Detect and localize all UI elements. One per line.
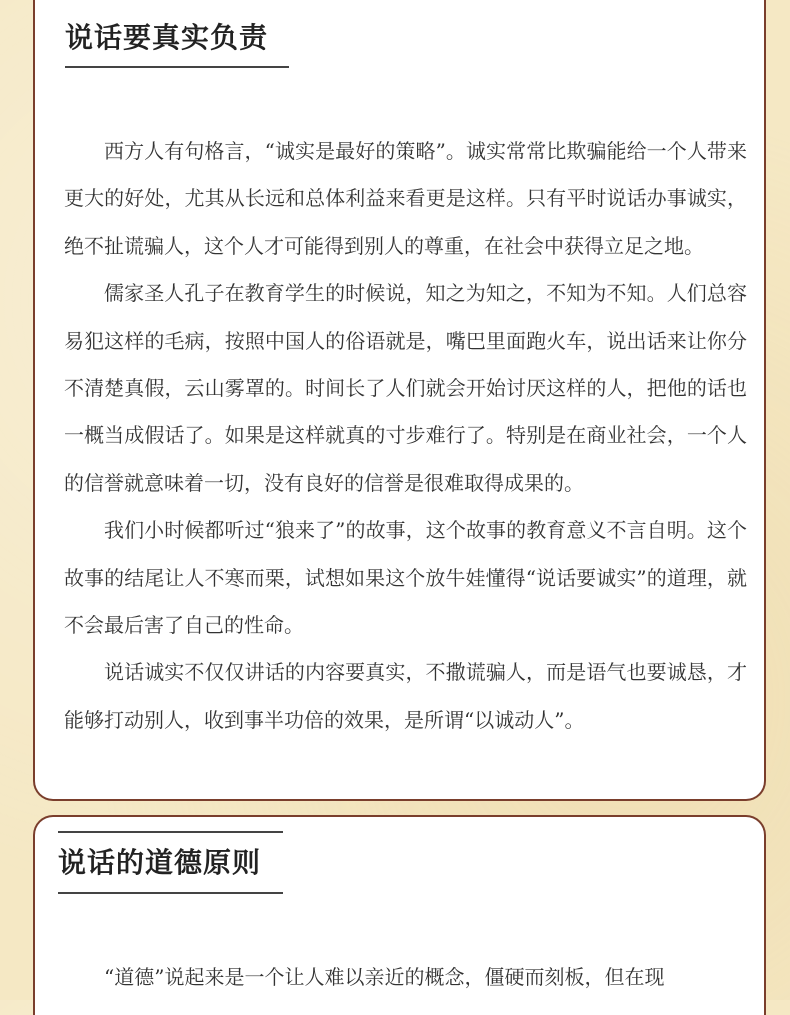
title-overline	[58, 831, 283, 833]
section-title: 说话要真实负责	[65, 21, 269, 54]
section-card	[33, 815, 766, 1015]
paragraph: 西方人有句格言，“诚实是最好的策略”。诚实常常比欺骗能给一个人带来更大的好处，尤其从长远和总体利益来看更是这样。只有平时说话办事诚实，绝不扯谎骗人，这个人才可能得到别人的尊重，在社会中获得立足之地。	[64, 139, 747, 258]
paragraph: 我们小时候都听过“狼来了”的故事，这个故事的教育意义不言自明。这个故事的结尾让人不寒而栗，试想如果这个放牛娃懂得“说话要诚实”的道理，就不会最后害了自己的性命。	[64, 518, 747, 638]
paragraph: 说话诚实不仅仅讲话的内容要真实，不撒谎骗人，而是语气也要诚恳，才能够打动别人，收到事半功倍的效果，是所谓“以诚动人”。	[64, 660, 747, 732]
section-title: 说话的道德原则	[58, 846, 262, 879]
section-body	[64, 954, 754, 1001]
section-body	[64, 128, 747, 744]
title-underline	[65, 66, 289, 68]
section-card	[33, 0, 766, 801]
paragraph: “道德”说起来是一个让人难以亲近的概念，僵硬而刻板，但在现	[104, 965, 665, 989]
title-underline	[58, 892, 283, 894]
paragraph: 儒家圣人孔子在教育学生的时候说，知之为知之，不知为不知。人们总容易犯这样的毛病，按照中国人的俗语就是，嘴巴里面跑火车，说出话来让你分不清楚真假，云山雾罩的。时间长了人们就会开始讨厌这样的人，把他的话也一概当成假话了。如果是这样就真的寸步难行了。特别是在商业社会，一个人的信誉就意味着一切，没有良好的信誉是很难取得成果的。	[64, 281, 747, 495]
